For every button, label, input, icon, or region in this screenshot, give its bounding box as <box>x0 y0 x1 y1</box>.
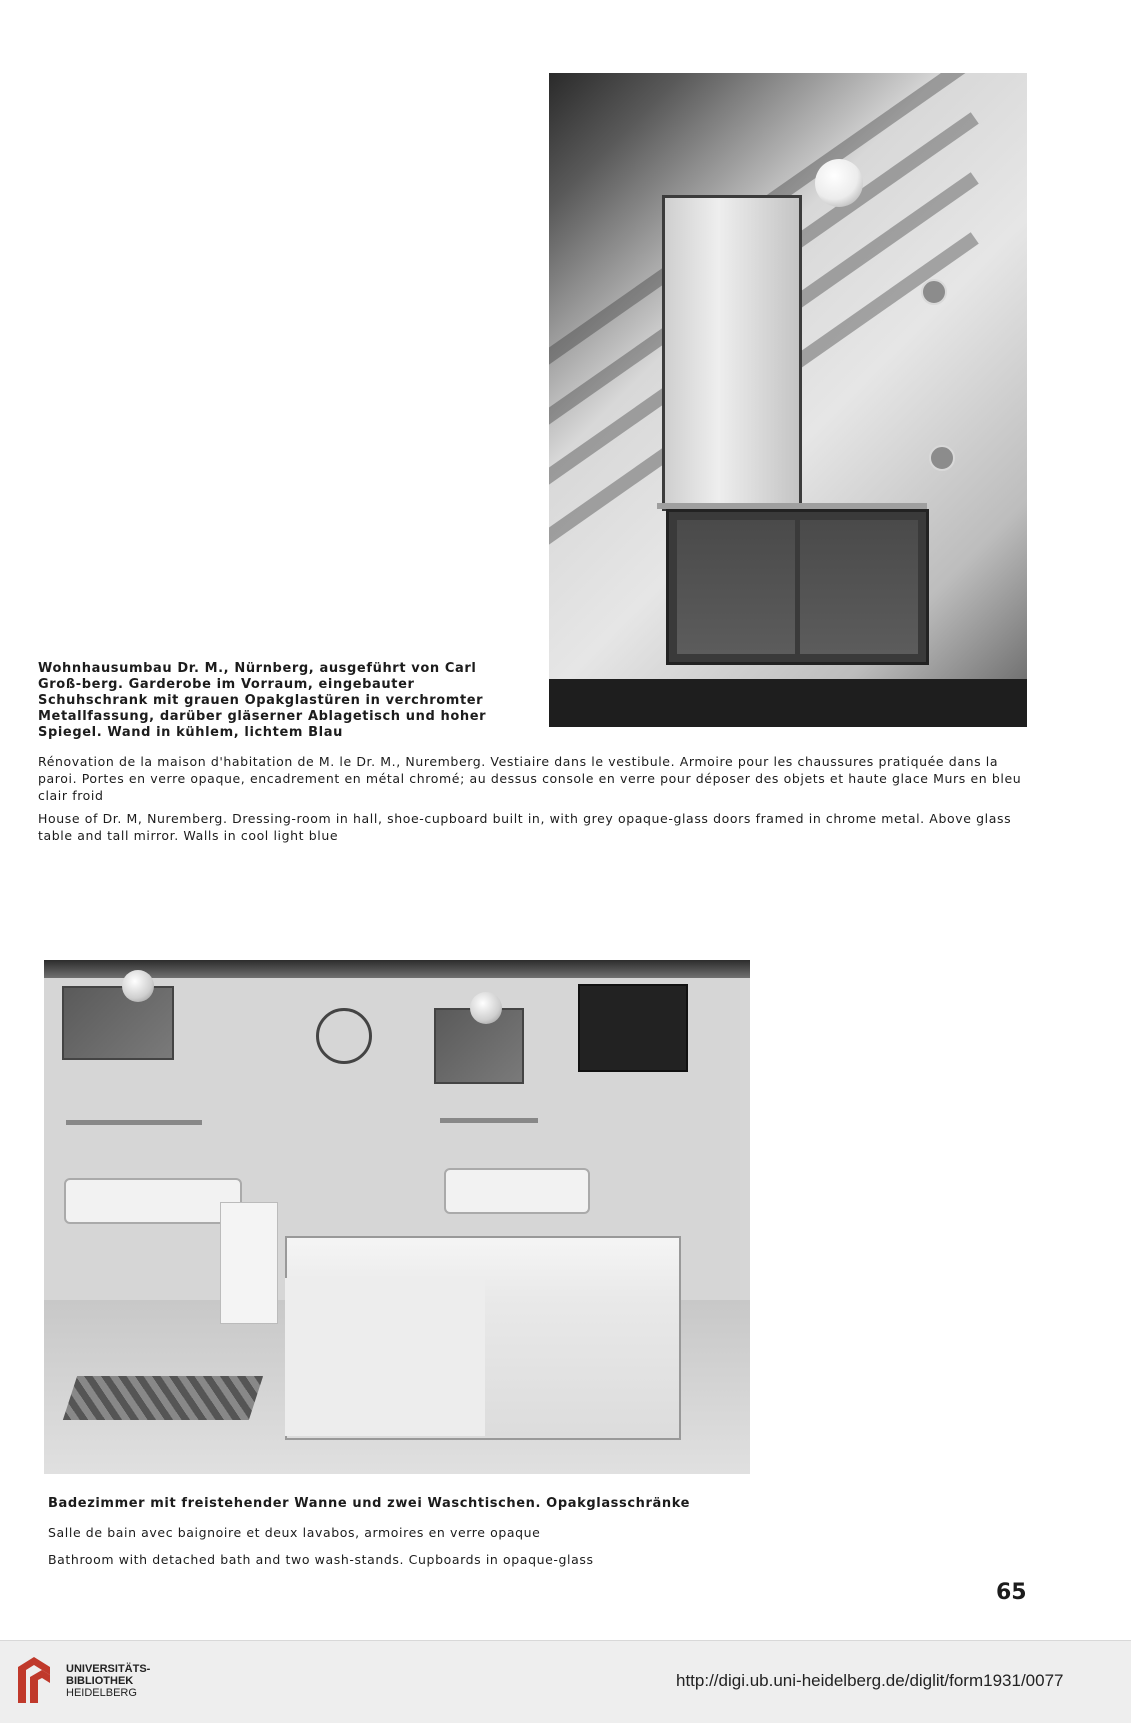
shoe-cupboard <box>666 509 929 665</box>
floor <box>549 679 1027 727</box>
wall-lamp <box>470 992 502 1024</box>
wash-stand <box>444 1168 590 1214</box>
wash-stand <box>64 1178 242 1224</box>
shower-fixture <box>316 1008 372 1064</box>
photo2-caption-german: Badezimmer mit freistehender Wanne und zwei Waschtischen. Opakglasschränke <box>48 1496 691 1511</box>
wall-fixture <box>921 279 947 305</box>
library-name-line: UNIVERSITÄTS- <box>66 1663 151 1675</box>
library-footer <box>0 1640 1131 1723</box>
opaque-glass-cupboard <box>578 984 688 1072</box>
glass-shelf <box>440 1118 538 1123</box>
page-number: 65 <box>996 1580 1027 1605</box>
glass-shelf <box>66 1120 202 1125</box>
bathroom-photo <box>44 960 750 1474</box>
library-name-line: BIBLIOTHEK <box>66 1675 134 1687</box>
left-mirror <box>62 986 174 1060</box>
dressing-room-photo <box>549 73 1027 727</box>
photo2-caption-english: Bathroom with detached bath and two wash-stands. Cupboards in opaque-glass <box>48 1552 594 1567</box>
cupboard-door <box>677 520 795 654</box>
bath-mat <box>63 1376 263 1420</box>
photo1-caption-german: Wohnhausumbau Dr. M., Nürnberg, ausgeführt von Carl Groß-berg. Garderobe im Vorraum, eingebauter Schuhschrank mit grauen Opakglastüren in verchromter Metallfassung, darüber gläserner Ablagetisch und hoher Spiegel. Wand in kühlem, lichtem Blau <box>38 661 487 740</box>
wall-lamp <box>122 970 154 1002</box>
library-name-line: HEIDELBERG <box>66 1687 137 1699</box>
permalink-url[interactable]: http://digi.ub.uni-heidelberg.de/diglit/form1931/0077 <box>676 1671 1064 1690</box>
photo2-caption-french: Salle de bain avec baignoire et deux lavabos, armoires en verre opaque <box>48 1525 541 1540</box>
library-name <box>66 1663 150 1699</box>
wall-fixture <box>929 445 955 471</box>
library-logo-icon <box>14 1653 54 1707</box>
wall-lamp <box>815 159 863 207</box>
towel <box>220 1202 278 1324</box>
photo1-caption-english: House of Dr. M, Nuremberg. Dressing-room in hall, shoe-cupboard built in, with grey opaque-glass doors framed in chrome metal. Above glass table and tall mirror. Walls in cool light blue <box>38 811 1012 843</box>
bathtub-panel <box>285 1278 485 1436</box>
cupboard-door <box>800 520 918 654</box>
photo1-caption-french: Rénovation de la maison d'habitation de M. le Dr. M., Nuremberg. Vestiaire dans le vestibule. Armoire pour les chaussures pratiquée dans la paroi. Portes en verre opaque, encadrement en métal chromé; au dessus console en verre pour déposer des objets et haute glace Murs en bleu clair froid <box>38 754 1022 803</box>
tall-mirror <box>662 195 802 511</box>
